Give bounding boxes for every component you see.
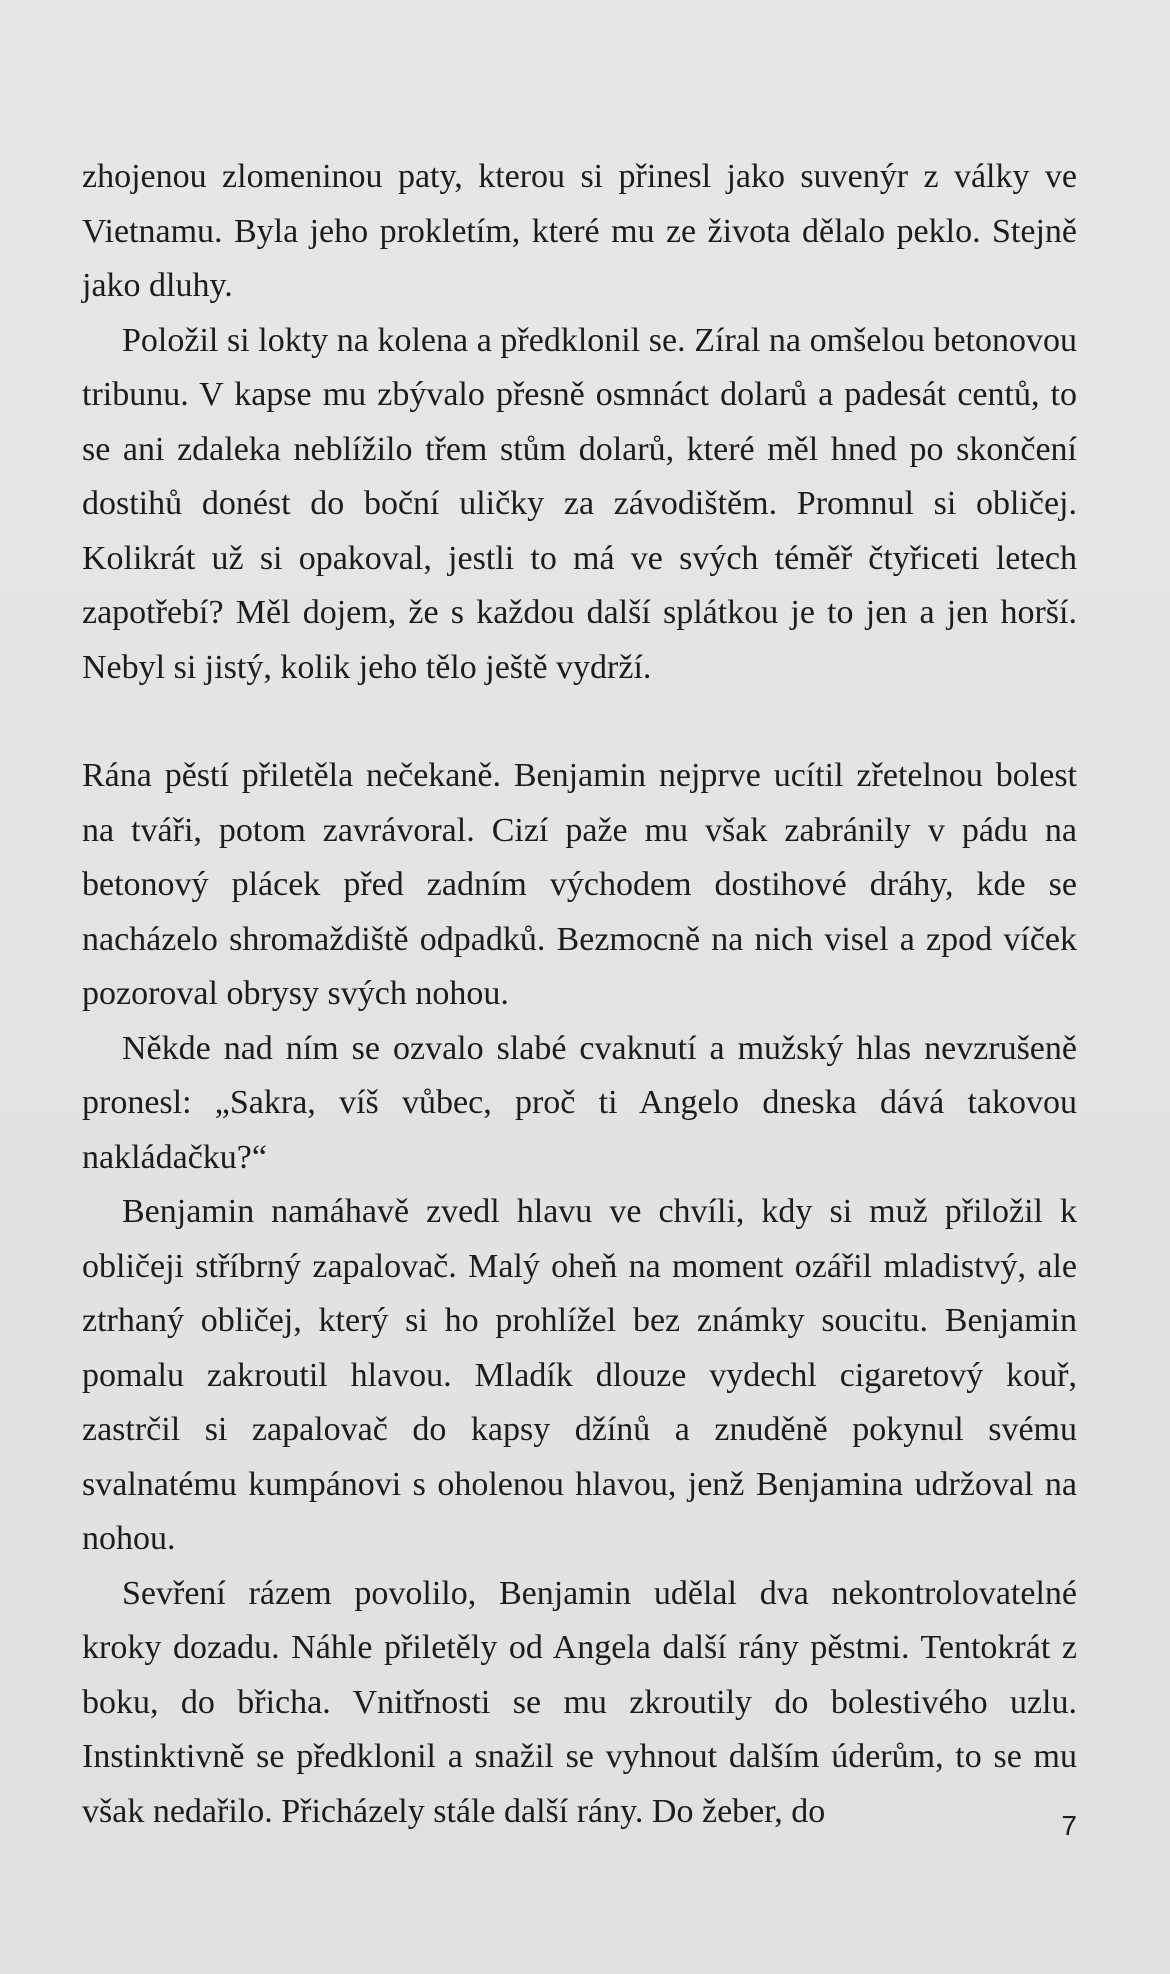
paragraph: Položil si lokty na kolena a předklonil se. Zíral na omšelou betonovou tribunu. V kapse mu zbývalo přesně osmnáct dolarů a padesát centů, to se ani zdaleka neblížilo třem stům dolarů, které měl hned po skončení dostihů donést do boční uličky za závodištěm. Promnul si obličej. Kolikrát už si opakoval, jestli to má ve svých téměř čtyřiceti letech zapotřebí? Měl dojem, že s každou další splátkou je to jen a jen horší. Nebyl si jistý, kolik jeho tělo ještě vydrží. [82, 321, 1077, 686]
paragraph-continuation: zhojenou zlomeninou paty, kterou si přinesl jako suvenýr z války ve Vietnamu. Byla jeho prokletím, které mu ze života dělalo peklo. Stejně jako dluhy. [82, 158, 1077, 304]
paragraph: Benjamin namáhavě zvedl hlavu ve chvíli, kdy si muž přiložil k obličeji stříbrný zapalovač. Malý oheň na moment ozářil mladistvý, ale ztrhaný obličej, který si ho prohlížel bez známky soucitu. Benjamin pomalu zakroutil hlavou. Mladík dlouze vydechl cigaretový kouř, zastrčil si zapalovač do kapsy džínů a znuděně pokynul svému svalnatému kumpánovi s oholenou hlavou, jenž Benjamina udržoval na nohou. [82, 1193, 1077, 1557]
body-text [82, 150, 1077, 1839]
page-number: 7 [1061, 1810, 1077, 1841]
paragraph: Sevření rázem povolilo, Benjamin udělal dva nekontrolovatelné kroky dozadu. Náhle přiletěly od Angela další rány pěstmi. Tentokrát z boku, do břicha. Vnitřnosti se mu zkroutily do bolestivého uzlu. Instinktivně se předklonil a snažil se vyhnout dalším úderům, to se mu však nedařilo. Přicházely stále další rány. Do žeber, do [82, 1574, 1077, 1830]
paragraph-section-start: Rána pěstí přiletěla nečekaně. Benjamin nejprve ucítil zřetelnou bolest na tváři, potom zavrávoral. Cizí paže mu však zabránily v pádu na betonový plácek před zadním východem dostihové dráhy, kde se nacházelo shromaždiště odpadků. Bezmocně na nich visel a zpod víček pozoroval obrysy svých nohou. [82, 757, 1077, 1012]
paragraph: Někde nad ním se ozvalo slabé cvaknutí a mužský hlas nevzrušeně pronesl: „Sakra, víš vůbec, proč ti Angelo dneska dává takovou nakládačku?“ [82, 1029, 1077, 1176]
